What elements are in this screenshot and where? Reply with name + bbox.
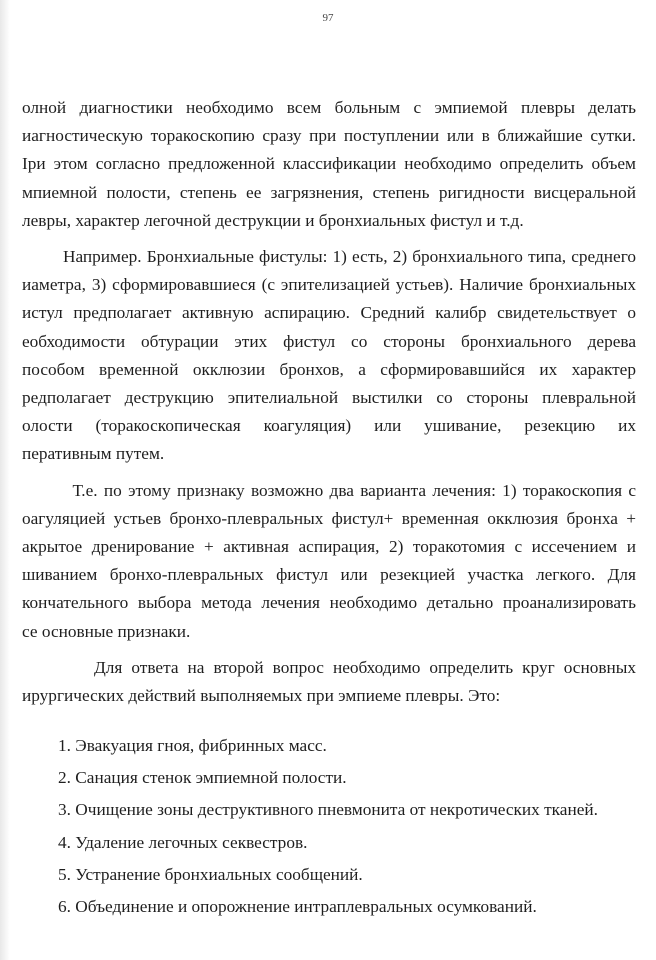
document-body bbox=[22, 94, 636, 710]
list-item: 6. Объединение и опорожнение интраплевральных осумкований. bbox=[58, 896, 537, 916]
text-line: иагностическую торакоскопию сразу при поступлении или в ближайшие сутки. bbox=[22, 126, 636, 146]
paragraph-3 bbox=[22, 477, 636, 646]
list-item: 5. Устранение бронхиальных сообщений. bbox=[58, 864, 363, 884]
text-line: иаметра, 3) сформировавшиеся (с эпителизацией устьев). Наличие бронхиальных bbox=[22, 275, 636, 295]
paragraph-4 bbox=[22, 654, 636, 710]
text-line: еобходимости обтурации этих фистул со стороны бронхиального дерева bbox=[22, 331, 636, 351]
text-line: редполагает деструкцию эпителиальной выстилки со стороны плевральной bbox=[22, 388, 636, 408]
text-line: левры, характер легочной деструкции и бронхиальных фистул и т.д. bbox=[22, 210, 524, 230]
text-line: перативным путем. bbox=[22, 444, 165, 464]
list-item: 3. Очищение зоны деструктивного пневмонита от некротических тканей. bbox=[58, 800, 598, 820]
text-line: Іри этом согласно предложенной классификации необходимо определить объем bbox=[22, 154, 636, 174]
paragraph-1 bbox=[22, 94, 636, 235]
text-line: кончательного выбора метода лечения необходимо детально проанализировать bbox=[22, 593, 636, 613]
scan-edge-shadow bbox=[0, 0, 10, 960]
text-line: се основные признаки. bbox=[22, 621, 191, 641]
text-line: Т.е. по этому признаку возможно два варианта лечения: 1) торакоскопия с bbox=[22, 480, 636, 500]
text-line: ирургических действий выполняемых при эмпиеме плевры. Это: bbox=[22, 686, 501, 706]
text-line: олной диагностики необходимо всем больным с эмпиемой плевры делать bbox=[22, 98, 636, 117]
text-line: шиванием бронхо-плевральных фистул или резекцией участка легкого. Для bbox=[22, 565, 636, 585]
paragraph-2 bbox=[22, 243, 636, 469]
text-line: Например. Бронхиальные фистулы: 1) есть, 2) бронхиального типа, среднего bbox=[22, 247, 636, 267]
text-line: акрытое дренирование + активная аспирация, 2) торакотомия с иссечением и bbox=[22, 537, 636, 557]
text-line: Для ответа на второй вопрос необходимо определить круг основных bbox=[22, 657, 636, 677]
text-line: пособом временной окклюзии бронхов, а сформировавшийся их характер bbox=[22, 359, 636, 379]
text-line: мпиемной полости, степень ее загрязнения, степень ригидности висцеральной bbox=[22, 182, 636, 202]
list-item: 2. Санация стенок эмпиемной полости. bbox=[58, 768, 347, 788]
page-number: 97 bbox=[322, 12, 334, 24]
list-item: 1. Эвакуация гноя, фибринных масс. bbox=[58, 736, 327, 755]
text-line: олости (торакоскопическая коагуляция) или ушивание, резекцию их bbox=[22, 416, 636, 436]
text-line: истул предполагает активную аспирацию. Средний калибр свидетельствует о bbox=[22, 303, 636, 323]
list-item: 4. Удаление легочных секвестров. bbox=[58, 832, 308, 852]
numbered-list bbox=[58, 732, 598, 925]
text-line: оагуляцией устьев бронхо-плевральных фистул+ временная окклюзия бронха + bbox=[22, 508, 636, 528]
